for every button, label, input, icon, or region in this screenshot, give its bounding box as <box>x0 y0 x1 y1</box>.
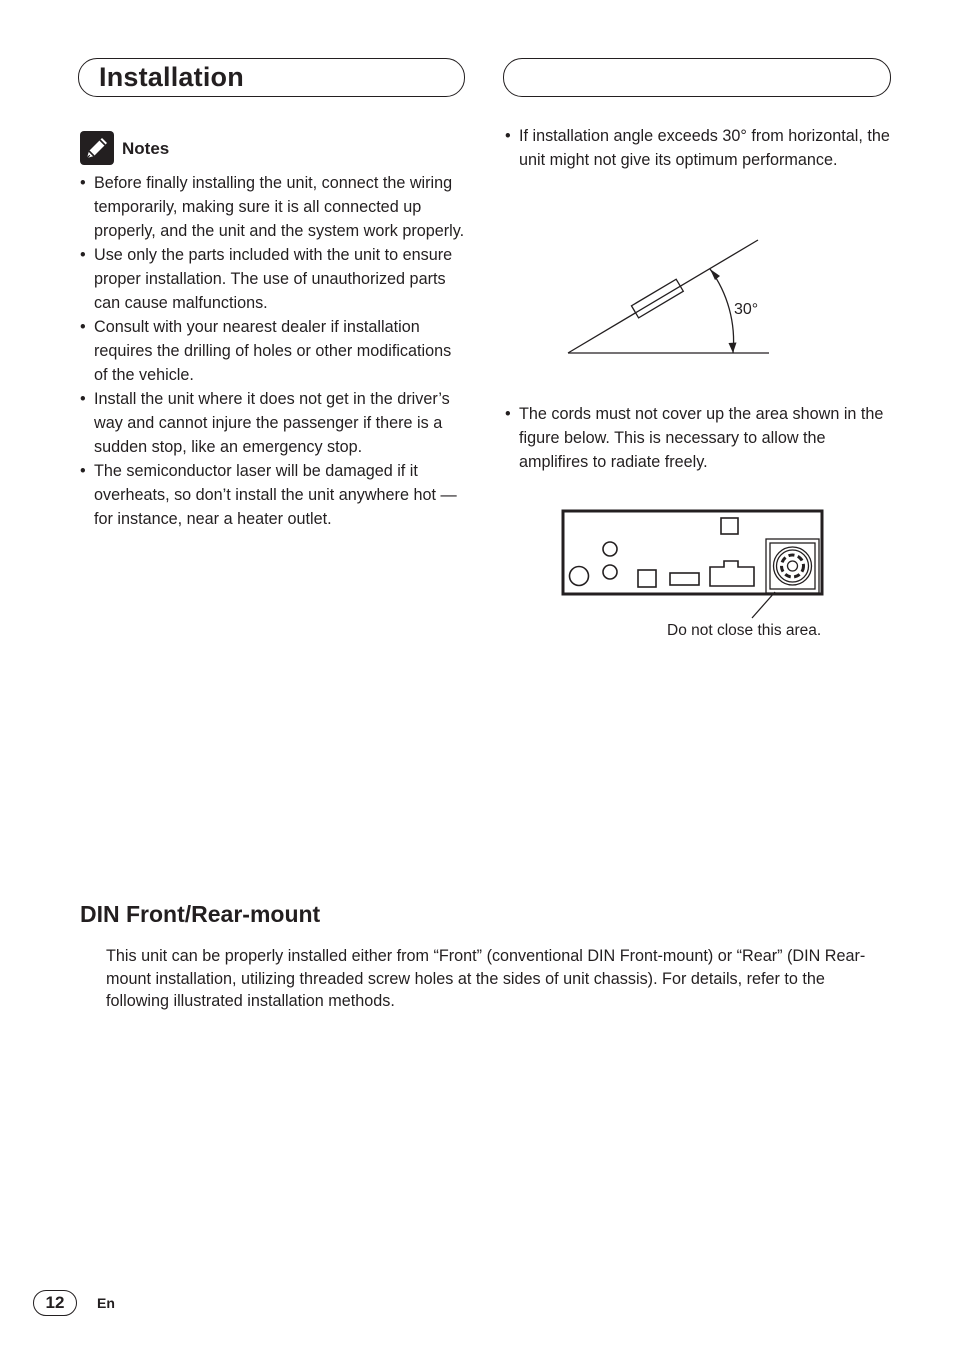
section-title-pill <box>78 58 465 97</box>
note-item: • Consult with your nearest dealer if installation requires the drilling of holes or other modifications of the vehicle. <box>80 315 465 387</box>
page-number: 12 <box>33 1290 77 1316</box>
notes-list <box>80 171 465 531</box>
pencil-note-icon <box>80 131 114 165</box>
cords-note-list <box>505 402 891 474</box>
note-item: • Before finally installing the unit, connect the wiring temporarily, making sure it is all connected up properly, and the unit and the system work properly. <box>80 171 465 243</box>
note-item: • Install the unit where it does not get in the driver’s way and cannot injure the passenger if there is a sudden stop, like an emergency stop. <box>80 387 465 459</box>
installation-angle-diagram <box>560 232 776 362</box>
note-item: • The semiconductor laser will be damaged if it overheats, so don’t install the unit anywhere hot — for instance, near a heater outlet. <box>80 459 465 531</box>
language-label: En <box>97 1295 115 1311</box>
notes-heading: Notes <box>122 139 170 158</box>
angle-label: 30° <box>734 301 759 318</box>
angle-note-list <box>505 124 891 172</box>
din-section-title: DIN Front/Rear-mount <box>80 901 321 927</box>
angle-note: • If installation angle exceeds 30° from horizontal, the unit might not give its optimum performance. <box>505 124 891 172</box>
header-pill-empty <box>503 58 891 97</box>
note-item: • Use only the parts included with the unit to ensure proper installation. The use of unauthorized parts can cause malfunctions. <box>80 243 465 315</box>
din-section-body: This unit can be properly installed either from “Front” (conventional DIN Front-mount) or “Rear” (DIN Rear-mount installation, utilizing threaded screw holes at the sides of unit chassis). For details, refer to the following illustrated installation methods. <box>106 947 866 1010</box>
figure-caption: Do not close this area. <box>667 622 822 639</box>
section-title: Installation <box>99 62 244 92</box>
cords-note: • The cords must not cover up the area shown in the figure below. This is necessary to allow the amplifires to radiate freely. <box>505 402 891 474</box>
rear-panel-diagram <box>560 508 830 628</box>
